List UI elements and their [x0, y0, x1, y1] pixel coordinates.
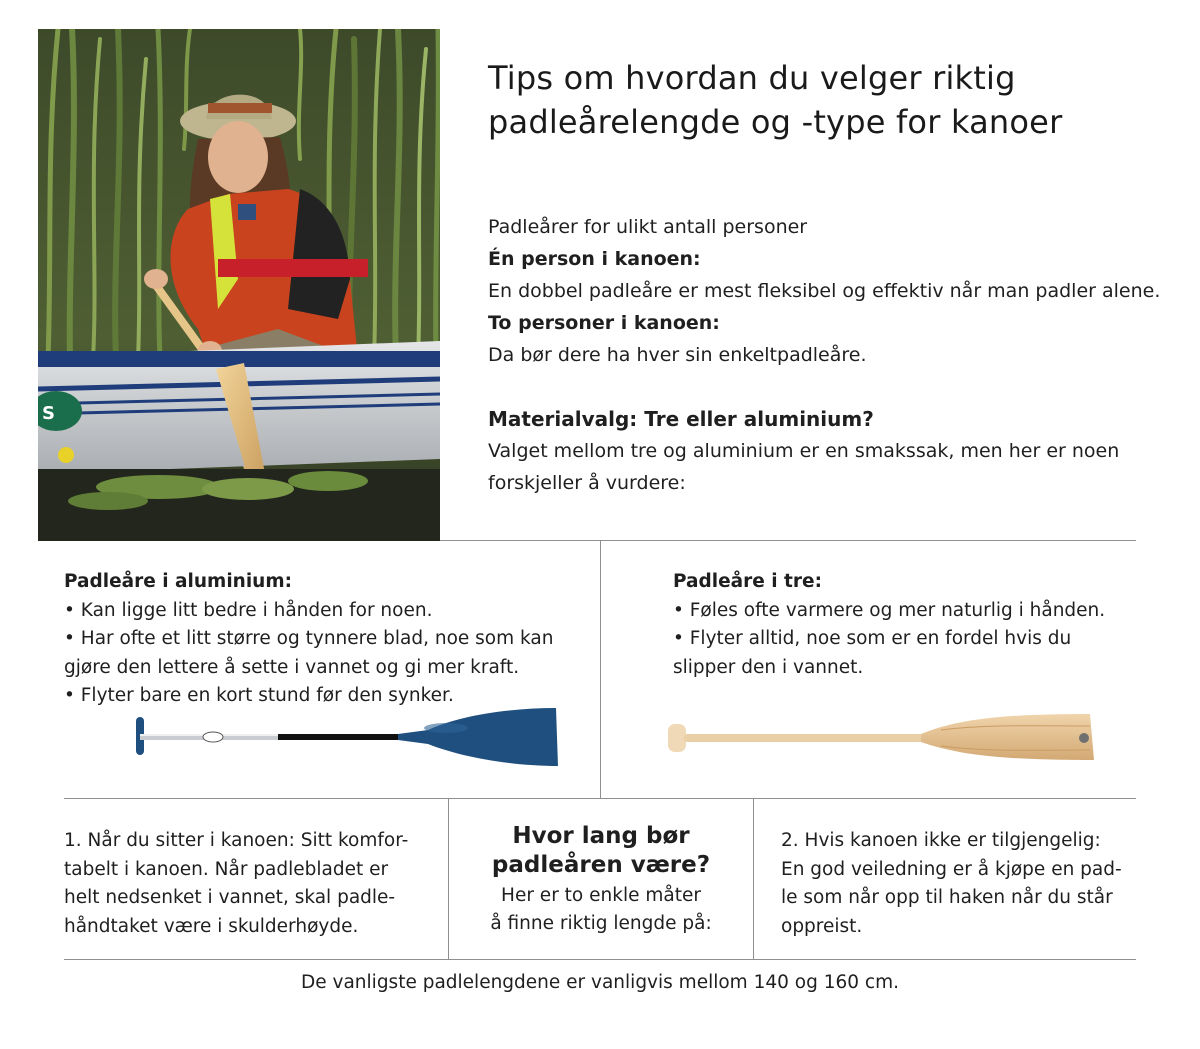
step-1-line-4: håndtaket være i skulderhøyde. — [64, 915, 359, 937]
page-title — [488, 56, 1168, 144]
step-1-line-2: tabelt i kanoen. Når padlebladet er — [64, 858, 389, 880]
step-1-line-1: 1. Når du sitter i kanoen: Sitt komfor- — [64, 830, 409, 851]
two-person-text: Da bør dere ha hver sin enkeltpadleåre. — [488, 344, 867, 366]
length-question-line-2: padleåren være? — [491, 852, 711, 878]
divider-top — [440, 540, 1136, 541]
aluminium-bullet-2-line-1: • Har ofte et litt større og tynnere blad, noe som kan — [64, 628, 554, 649]
step-1-line-3: helt nedsenket i vannet, skal padle- — [64, 887, 396, 908]
one-person-text: En dobbel padleåre er mest fleksibel og effektiv når man padler alene. — [488, 280, 1161, 302]
divider-middle — [64, 798, 1136, 799]
step-2-line-1: 2. Hvis kanoen ikke er tilgjengelig: — [781, 830, 1101, 851]
divider-material-columns — [600, 541, 601, 798]
divider-step-right — [753, 799, 754, 959]
step-2-line-2: En god veiledning er å kjøpe en pad- — [781, 858, 1122, 880]
material-text-line-2: forskjeller å vurdere: — [488, 472, 686, 494]
wood-section — [673, 568, 1133, 682]
svg-text:S: S — [42, 403, 55, 424]
aluminium-bullet-3: • Flyter bare en kort stund før den synker. — [64, 685, 454, 706]
wood-bullet-1: • Føles ofte varmere og mer naturlig i hånden. — [673, 599, 1106, 621]
length-question-box — [449, 822, 753, 938]
aluminium-paddle-icon — [128, 704, 562, 770]
aluminium-bullet-1: • Kan ligge litt bedre i hånden for noen. — [64, 599, 433, 621]
step-1 — [64, 827, 434, 941]
intro-subtitle: Padleårer for ulikt antall personer — [488, 216, 808, 238]
step-2-line-3: le som når opp til haken når du står — [781, 887, 1113, 908]
one-person-heading: Én person i kanoen: — [488, 248, 701, 270]
aluminium-bullet-2-line-2: gjøre den lettere å sette i vannet og gi mer kraft. — [64, 656, 520, 678]
title-line-1: Tips om hvordan du velger riktig — [488, 59, 1016, 97]
material-text-line-1: Valget mellom tre og aluminium er en smakssak, men her er noen — [488, 440, 1120, 462]
footer-note: De vanligste padlelengdene er vanligvis mellom 140 og 160 cm. — [301, 972, 899, 993]
length-subtitle-line-1: Her er to enkle måter — [501, 885, 701, 906]
step-2-line-4: oppreist. — [781, 915, 863, 937]
length-subtitle-line-2: å finne riktig lengde på: — [490, 913, 712, 934]
wood-bullet-2-line-1: • Flyter alltid, noe som er en fordel hvis du — [673, 628, 1072, 649]
length-question-line-1: Hvor lang bør — [512, 823, 690, 849]
material-heading: Materialvalg: Tre eller aluminium? — [488, 407, 874, 431]
title-line-2: padleårelengde og -type for kanoer — [488, 103, 1063, 141]
two-person-heading: To personer i kanoen: — [488, 312, 720, 334]
woman-paddling-canoe-photo — [38, 29, 440, 541]
wood-bullet-2-line-2: slipper den i vannet. — [673, 656, 864, 678]
step-2 — [781, 827, 1141, 941]
divider-bottom — [64, 959, 1136, 960]
aluminium-heading: Padleåre i aluminium: — [64, 571, 293, 592]
intro-section — [488, 211, 1178, 499]
wood-heading: Padleåre i tre: — [673, 571, 822, 592]
aluminium-section — [64, 568, 584, 711]
wood-paddle-icon — [666, 712, 1098, 764]
